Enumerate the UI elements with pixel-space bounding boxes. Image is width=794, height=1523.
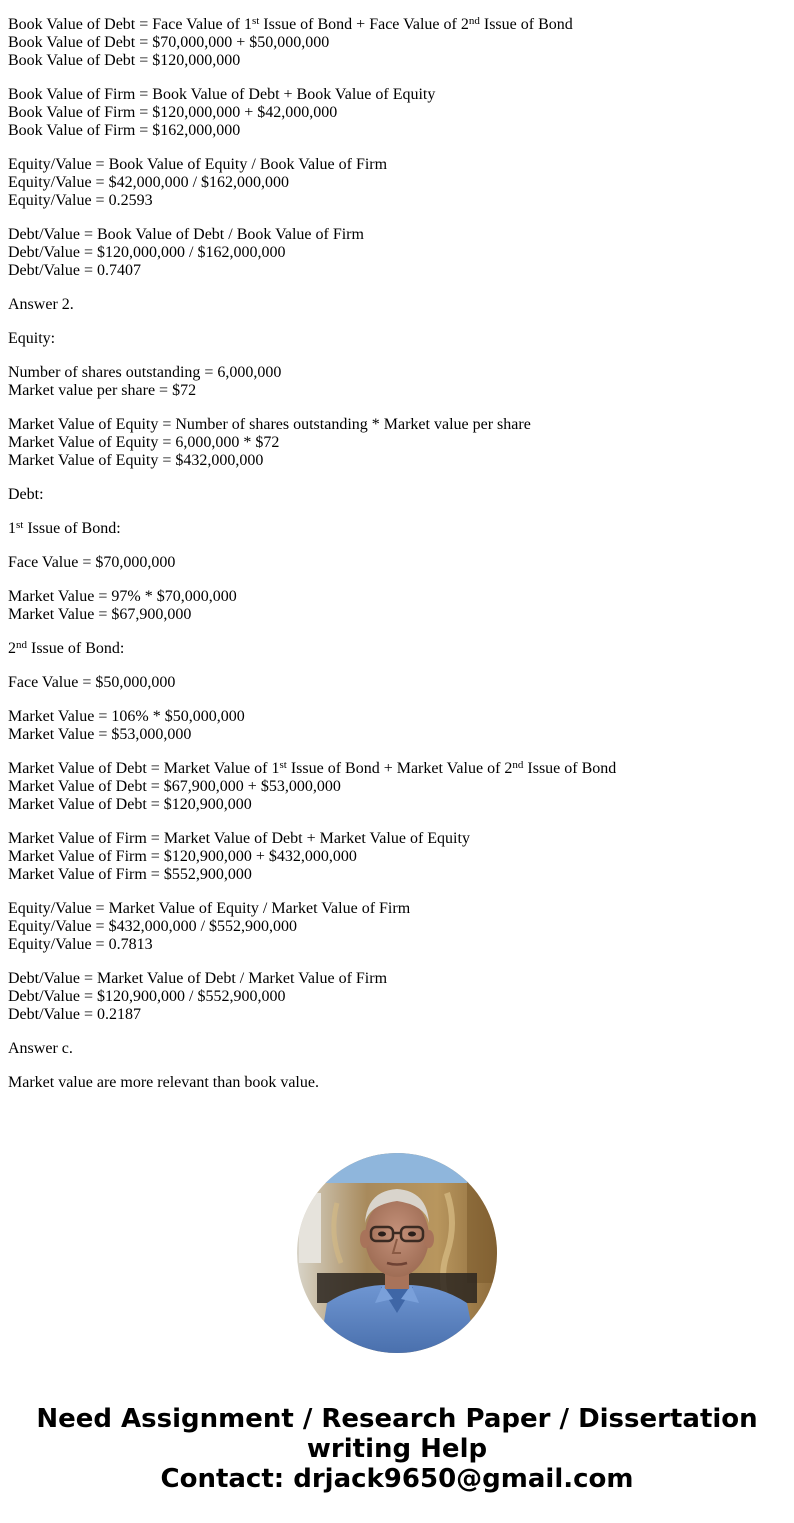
text-line [8,848,778,866]
text-segment: Issue of Bond [479,16,573,33]
text-line [8,156,778,174]
paragraph [8,226,778,280]
text-segment: Market Value of Debt = $120,900,000 [8,796,252,813]
text-line [8,970,778,988]
text-segment: Debt: [8,486,44,503]
ordinal-suffix: nd [468,15,480,27]
text-segment: Market Value = $53,000,000 [8,726,192,743]
text-segment: Face Value = $70,000,000 [8,554,176,571]
text-line [8,760,778,778]
text-segment: Market Value of Firm = $120,900,000 + $432,000,000 [8,848,357,865]
text-segment: Debt/Value = $120,000,000 / $162,000,000 [8,244,286,261]
paragraph [8,364,778,400]
text-line [8,192,778,210]
paragraph [8,900,778,954]
paragraph [8,1074,778,1092]
promo-line-2: writing Help [306,1434,488,1464]
text-segment: Book Value of Firm = Book Value of Debt + Book Value of Equity [8,86,436,103]
text-segment: Issue of Bond: [23,520,121,537]
ordinal-suffix: nd [512,759,524,771]
promo-line-1: Need Assignment / Research Paper / Dissertation [36,1404,758,1434]
text-segment: Book Value of Firm = $162,000,000 [8,122,241,139]
text-segment: Face Value = $50,000,000 [8,674,176,691]
text-segment: Market Value of Equity = $432,000,000 [8,452,264,469]
text-line [8,606,778,624]
text-line [8,1074,778,1092]
text-line [8,918,778,936]
ordinal-suffix: nd [16,639,27,651]
text-line [8,86,778,104]
text-segment: Market Value of Firm = Market Value of Debt + Market Value of Equity [8,830,470,847]
ordinal-suffix: st [16,519,24,531]
text-line [8,588,778,606]
text-segment: Equity/Value = Book Value of Equity / Book Value of Firm [8,156,388,173]
text-segment: Answer c. [8,1040,73,1057]
text-segment: Equity/Value = $432,000,000 / $552,900,000 [8,918,298,935]
text-line [8,452,778,470]
text-segment: Equity/Value = $42,000,000 / $162,000,000 [8,174,290,191]
paragraph [8,708,778,744]
text-line [8,640,778,658]
text-line [8,104,778,122]
paragraph [8,296,778,314]
text-segment: Debt/Value = 0.7407 [8,262,141,279]
paragraph [8,674,778,692]
paragraph [8,970,778,1024]
text-segment: Market Value = 97% * $70,000,000 [8,588,237,605]
text-segment: Equity/Value = 0.2593 [8,192,153,209]
text-line [8,520,778,538]
text-line [8,16,778,34]
ordinal-suffix: st [279,759,287,771]
text-line [8,486,778,504]
text-segment: Market Value of Debt = Market Value of 1 [8,760,280,777]
text-segment: Market value are more relevant than book value. [8,1074,319,1091]
text-line [8,988,778,1006]
text-line [8,174,778,192]
text-segment: Issue of Bond + Face Value of 2 [259,16,469,33]
text-segment: Market value per share = $72 [8,382,197,399]
paragraph [8,16,778,70]
text-line [8,416,778,434]
paragraph [8,520,778,538]
text-segment: Equity: [8,330,56,347]
paragraph [8,588,778,624]
text-line [8,866,778,884]
text-line [8,674,778,692]
text-line [8,726,778,744]
promo-contact: Contact: drjack9650@gmail.com [160,1464,634,1494]
paragraph [8,486,778,504]
text-segment: 2 [8,640,16,657]
paragraph [8,830,778,884]
text-line [8,122,778,140]
text-line [8,554,778,572]
text-segment: Market Value of Equity = 6,000,000 * $72 [8,434,280,451]
text-line [8,434,778,452]
text-segment: Debt/Value = Market Value of Debt / Market Value of Firm [8,970,388,987]
text-segment: Book Value of Debt = Face Value of 1 [8,16,252,33]
text-segment: Book Value of Firm = $120,000,000 + $42,000,000 [8,104,338,121]
text-line [8,34,778,52]
text-segment: Debt/Value = 0.2187 [8,1006,141,1023]
text-segment: Market Value of Equity = Number of shares outstanding * Market value per share [8,416,531,433]
text-line [8,382,778,400]
text-segment: Market Value of Firm = $552,900,000 [8,866,252,883]
text-segment: Market Value of Debt = $67,900,000 + $53,000,000 [8,778,341,795]
text-line [8,296,778,314]
author-avatar [297,1153,497,1353]
text-line [8,330,778,348]
text-line [8,708,778,726]
text-segment: Answer 2. [8,296,74,313]
text-line [8,262,778,280]
text-line [8,1040,778,1058]
text-segment: Book Value of Debt = $70,000,000 + $50,000,000 [8,34,330,51]
text-line [8,796,778,814]
text-segment: Book Value of Debt = $120,000,000 [8,52,241,69]
text-segment: 1 [8,520,16,537]
paragraph [8,156,778,210]
text-segment: Equity/Value = 0.7813 [8,936,153,953]
text-line [8,244,778,262]
paragraph [8,416,778,470]
text-line [8,226,778,244]
author-portrait-icon [297,1153,497,1353]
promo-banner [0,1404,794,1494]
paragraph [8,760,778,814]
paragraph [8,1040,778,1058]
text-segment: Equity/Value = Market Value of Equity / Market Value of Firm [8,900,411,917]
paragraph [8,640,778,658]
text-segment: Issue of Bond + Market Value of 2 [286,760,513,777]
text-segment: Debt/Value = Book Value of Debt / Book Value of Firm [8,226,364,243]
text-line [8,900,778,918]
text-segment: Number of shares outstanding = 6,000,000 [8,364,282,381]
text-line [8,936,778,954]
text-line [8,778,778,796]
text-segment: Market Value = $67,900,000 [8,606,192,623]
paragraph [8,330,778,348]
text-segment: Debt/Value = $120,900,000 / $552,900,000 [8,988,286,1005]
text-line [8,364,778,382]
paragraph [8,86,778,140]
text-line [8,830,778,848]
solution-text [8,16,778,1108]
text-segment: Issue of Bond [523,760,617,777]
text-segment: Issue of Bond: [27,640,125,657]
text-segment: Market Value = 106% * $50,000,000 [8,708,245,725]
text-line [8,1006,778,1024]
ordinal-suffix: st [251,15,260,27]
text-line [8,52,778,70]
paragraph [8,554,778,572]
